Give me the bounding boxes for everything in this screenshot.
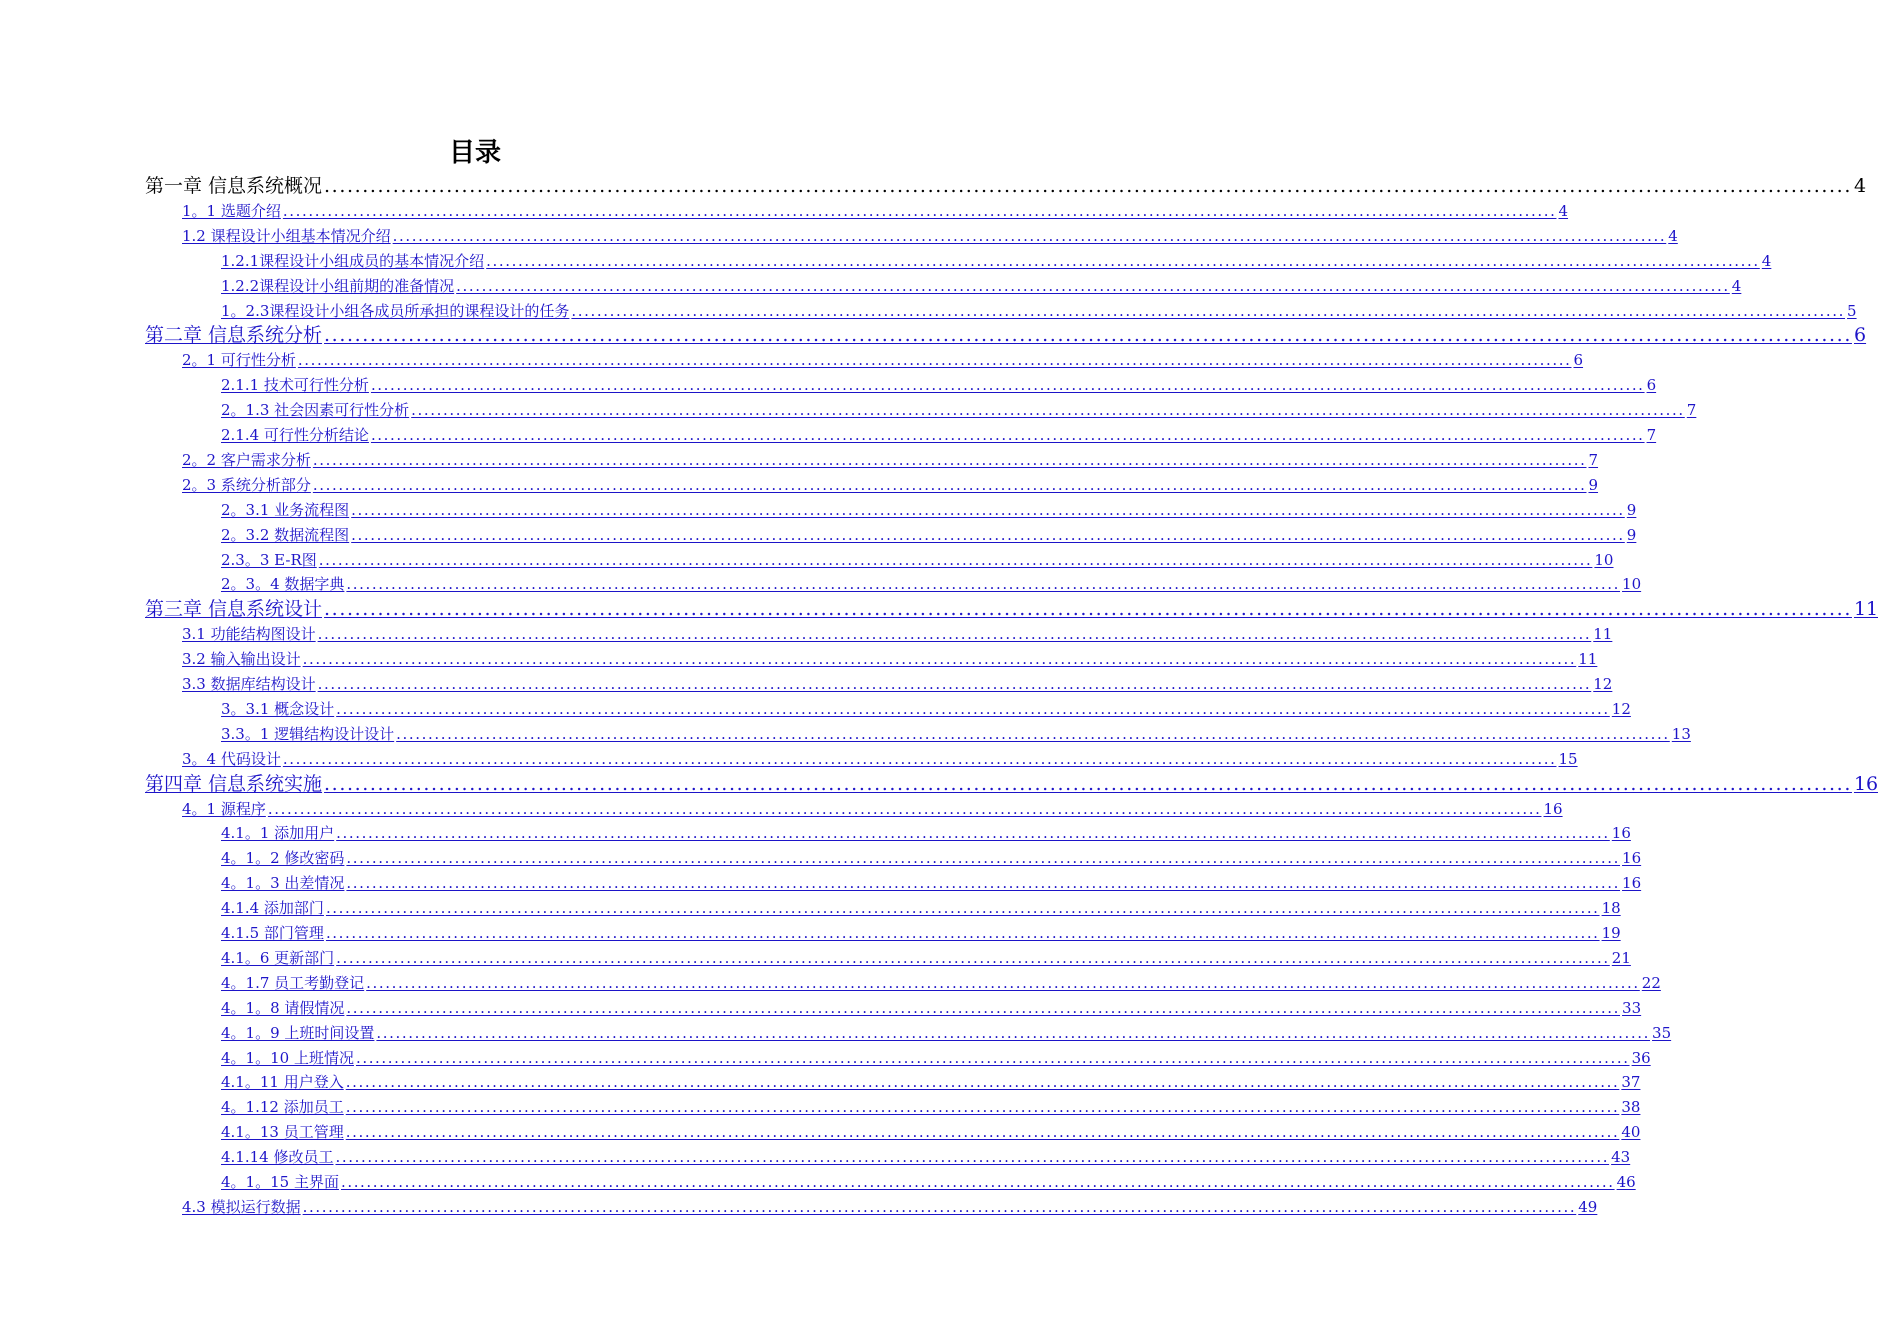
toc-entry[interactable] [182, 647, 1598, 672]
toc-entry-page-number: 38 [1621, 1098, 1641, 1117]
toc-entry-page-number: 46 [1616, 1173, 1636, 1191]
toc-leader-dots: ........................................................................................................................................................................................................ [411, 401, 1685, 420]
toc-leader-dots: ........................................................................................................................................................................................................ [355, 1048, 1630, 1067]
toc-entry[interactable] [221, 896, 1621, 921]
toc-entry[interactable] [221, 1120, 1641, 1145]
toc-entry-page-number: 33 [1622, 998, 1642, 1017]
toc-entry-text: 第四章 信息系统实施 [145, 772, 323, 795]
toc-entry[interactable] [182, 1195, 1598, 1220]
toc-leader-dots: ........................................................................................................................................................................................................ [317, 625, 1592, 644]
toc-entry[interactable] [221, 249, 1772, 274]
toc-entry[interactable] [221, 498, 1637, 523]
toc-entry-page-number: 5 [1847, 301, 1857, 320]
toc-entry-text: 第一章 信息系统概况 [145, 175, 323, 197]
toc-leader-dots: ........................................................................................................................................................................................................ [345, 1073, 1620, 1092]
toc-entry-text: 4.1.4 添加部门 [221, 899, 324, 918]
toc-entry-page-number: 22 [1641, 973, 1661, 992]
toc-entry[interactable] [221, 572, 1642, 597]
toc-entry[interactable] [221, 821, 1631, 846]
toc-leader-dots: ........................................................................................................................................................................................................ [325, 899, 1600, 918]
toc-entry-page-number: 6 [1853, 324, 1867, 347]
toc-entry-page-number: 16 [1611, 824, 1631, 843]
toc-entry-text: 4。1 源程序 [182, 799, 266, 818]
toc-leader-dots: ........................................................................................................................................................................................................ [376, 1023, 1651, 1042]
toc-entry-page-number: 10 [1594, 550, 1614, 569]
toc-leader-dots: ........................................................................................................................................................................................................ [346, 575, 1621, 594]
toc-entry-page-number: 18 [1601, 899, 1621, 918]
toc-entry-page-number: 16 [1622, 874, 1642, 893]
toc-entry-text: 4.1.14 修改员工 [221, 1148, 334, 1167]
toc-leader-dots: ........................................................................................................................................................................................................ [267, 799, 1542, 818]
toc-leader-dots: ........................................................................................................................................................................................................ [324, 772, 1852, 795]
toc-entry-page-number: 15 [1558, 749, 1578, 768]
toc-leader-dots: ........................................................................................................................................................................................................ [282, 201, 1557, 220]
toc-entry-text: 4。1。15 主界面 [221, 1173, 339, 1191]
toc-leader-dots: ........................................................................................................................................................................................................ [302, 650, 1577, 669]
toc-leader-dots: ........................................................................................................................................................................................................ [370, 376, 1645, 395]
toc-entry-page-number: 4 [1558, 201, 1569, 220]
toc-leader-dots: ........................................................................................................................................................................................................ [312, 450, 1587, 469]
toc-entry-page-number: 7 [1686, 401, 1697, 420]
toc-entry-text: 2。3。4 数据字典 [221, 575, 345, 594]
toc-entry-text: 3.2 输入输出设计 [182, 650, 301, 669]
toc-entry[interactable] [221, 1170, 1636, 1195]
toc-entry-text: 4。1。2 修改密码 [221, 849, 345, 868]
toc-entry-page-number: 9 [1626, 525, 1637, 544]
toc-entry-text: 4。1。10 上班情况 [221, 1048, 354, 1067]
toc-leader-dots: ........................................................................................................................................................................................................ [312, 475, 1587, 494]
toc-entry-page-number: 7 [1646, 426, 1657, 444]
toc-entry-text: 4。1。8 请假情况 [221, 998, 345, 1017]
toc-leader-dots: ........................................................................................................................................................................................................ [346, 998, 1621, 1017]
toc-entry-page-number: 4 [1761, 251, 1772, 270]
toc-leader-dots: ........................................................................................................................................................................................................ [317, 675, 1592, 693]
toc-entry-page-number: 12 [1593, 675, 1613, 693]
toc-entry-page-number: 21 [1611, 948, 1631, 967]
toc-entry[interactable] [221, 946, 1631, 971]
toc-entry-text: 3.3。1 逻辑结构设计设计 [221, 724, 395, 743]
toc-entry-text: 4。1。3 出差情况 [221, 874, 345, 893]
toc-entry-page-number: 40 [1621, 1123, 1641, 1142]
toc-entry-page-number: 36 [1631, 1048, 1651, 1067]
toc-entry[interactable] [221, 548, 1614, 573]
toc-leader-dots: ........................................................................................................................................................................................................ [351, 500, 1625, 519]
toc-entry[interactable] [182, 348, 1584, 373]
toc-entry[interactable] [182, 797, 1563, 822]
toc-entry-text: 1.2.2课程设计小组前期的准备情况 [221, 276, 455, 295]
toc-entry[interactable] [221, 996, 1642, 1021]
toc-entry-text: 2。3.1 业务流程图 [221, 500, 350, 519]
toc-leader-dots: ........................................................................................................................................................................................................ [345, 1123, 1620, 1142]
toc-entry-page-number: 35 [1652, 1023, 1672, 1042]
toc-entry-page-number: 4 [1668, 226, 1678, 245]
toc-entry-text: 2.1.1 技术可行性分析 [221, 376, 369, 395]
toc-title: 目录 [448, 138, 501, 168]
toc-entry-text: 4.1。1 添加用户 [221, 824, 335, 843]
toc-leader-dots: ........................................................................................................................................................................................................ [366, 973, 1640, 992]
toc-entry-text: 2。2 客户需求分析 [182, 450, 311, 469]
toc-leader-dots: ........................................................................................................................................................................................................ [297, 351, 1572, 370]
toc-entry-text: 4.1。13 员工管理 [221, 1123, 344, 1142]
toc-entry[interactable] [182, 747, 1578, 772]
toc-leader-dots: ........................................................................................................................................................................................................ [486, 251, 1760, 270]
toc-entry[interactable] [221, 523, 1637, 548]
toc-leader-dots: ........................................................................................................................................................................................................ [325, 924, 1600, 942]
toc-entry[interactable] [221, 299, 1857, 324]
toc-entry-page-number: 11 [1593, 625, 1613, 644]
toc-entry-text: 2。1.3 社会因素可行性分析 [221, 401, 410, 420]
toc-leader-dots: ........................................................................................................................................................................................................ [346, 874, 1621, 893]
toc-entry-page-number: 9 [1588, 475, 1599, 494]
toc-entry[interactable] [221, 1095, 1641, 1120]
toc-entry[interactable] [221, 1070, 1641, 1095]
toc-leader-dots: ........................................................................................................................................................................................................ [336, 699, 1610, 718]
toc-entry-text: 2。3 系统分析部分 [182, 475, 311, 494]
toc-entry-page-number: 7 [1588, 450, 1599, 469]
toc-entry[interactable] [221, 846, 1642, 871]
toc-entry-page-number: 37 [1621, 1073, 1641, 1092]
toc-entry-text: 3。3.1 概念设计 [221, 699, 335, 718]
toc-leader-dots: ........................................................................................................................................................................................................ [345, 1098, 1620, 1117]
toc-leader-dots: ........................................................................................................................................................................................................ [302, 1197, 1577, 1216]
toc-entry-text: 1。2.3课程设计小组各成员所承担的课程设计的任务 [221, 301, 570, 320]
toc-entry[interactable] [182, 224, 1678, 249]
toc-entry-text: 3。4 代码设计 [182, 749, 281, 768]
toc-entry-text: 4.1.5 部门管理 [221, 924, 324, 942]
toc-leader-dots: ........................................................................................................................................................................................................ [346, 849, 1621, 868]
toc-entry-text: 4.1。11 用户登入 [221, 1073, 344, 1092]
toc-entry[interactable] [221, 697, 1631, 722]
toc-entry[interactable] [145, 772, 1878, 797]
toc-entry-text: 2.1.4 可行性分析结论 [221, 426, 369, 444]
toc-entry[interactable] [145, 597, 1878, 622]
toc-leader-dots: ........................................................................................................................................................................................................ [324, 324, 1852, 347]
toc-entry-page-number: 9 [1626, 500, 1637, 519]
toc-entry-page-number: 10 [1622, 575, 1642, 594]
toc-entry[interactable] [221, 1145, 1631, 1170]
toc-entry-text: 2。3.2 数据流程图 [221, 525, 350, 544]
toc-entry[interactable] [182, 672, 1613, 697]
toc-entry[interactable] [182, 199, 1569, 224]
toc-entry-text: 4.3 模拟运行数据 [182, 1197, 301, 1216]
toc-entry-page-number: 6 [1573, 351, 1584, 370]
toc-entry[interactable] [221, 274, 1742, 299]
toc-entry-text: 4。1.12 添加员工 [221, 1098, 344, 1117]
toc-entry-text: 1.2.1课程设计小组成员的基本情况介绍 [221, 251, 485, 270]
toc-entry-text: 4。1。9 上班时间设置 [221, 1023, 375, 1042]
toc-entry[interactable] [221, 722, 1691, 747]
toc-leader-dots: ........................................................................................................................................................................................................ [324, 175, 1852, 197]
toc-entry[interactable] [221, 398, 1697, 423]
toc-entry[interactable] [221, 871, 1642, 896]
toc-leader-dots: ........................................................................................................................................................................................................ [336, 948, 1610, 967]
toc-entry-page-number: 6 [1646, 376, 1657, 395]
toc-leader-dots: ........................................................................................................................................................................................................ [392, 226, 1667, 245]
toc-entry-page-number: 11 [1853, 598, 1878, 621]
toc-leader-dots: ........................................................................................................................................................................................................ [571, 301, 1846, 320]
toc-entry[interactable] [221, 921, 1621, 946]
toc-entry-text: 第三章 信息系统设计 [145, 598, 323, 621]
toc-entry[interactable] [221, 423, 1657, 448]
toc-entry-text: 4。1.7 员工考勤登记 [221, 973, 365, 992]
toc-entry-page-number: 16 [1853, 772, 1878, 795]
toc-leader-dots: ........................................................................................................................................................................................................ [282, 749, 1557, 768]
toc-entry-text: 1.2 课程设计小组基本情况介绍 [182, 226, 391, 245]
toc-entry-page-number: 16 [1622, 849, 1642, 868]
toc-leader-dots: ........................................................................................................................................................................................................ [370, 426, 1645, 444]
toc-entry-page-number: 49 [1578, 1197, 1598, 1216]
toc-entry-text: 3.1 功能结构图设计 [182, 625, 316, 644]
toc-entry-text: 3.3 数据库结构设计 [182, 675, 316, 693]
toc-entry[interactable] [221, 373, 1657, 398]
toc-entry-text: 第二章 信息系统分析 [145, 324, 323, 347]
toc-entry-page-number: 43 [1611, 1148, 1631, 1167]
toc-entry-text: 2.3。3 E-R图 [221, 550, 317, 569]
toc-entry[interactable] [221, 971, 1661, 996]
toc-entry-page-number: 4 [1853, 175, 1867, 197]
toc-entry[interactable] [221, 1021, 1672, 1046]
toc-entry-page-number: 11 [1578, 650, 1598, 669]
toc-entry-page-number: 19 [1601, 924, 1621, 942]
toc-entry-text: 4.1。6 更新部门 [221, 948, 335, 967]
toc-leader-dots: ........................................................................................................................................................................................................ [318, 550, 1593, 569]
toc-entry[interactable] [145, 323, 1867, 348]
toc-leader-dots: ........................................................................................................................................................................................................ [324, 598, 1852, 621]
toc-leader-dots: ........................................................................................................................................................................................................ [336, 824, 1610, 843]
toc-leader-dots: ........................................................................................................................................................................................................ [351, 525, 1625, 544]
toc-entry [145, 174, 1867, 199]
toc-entry-text: 2。1 可行性分析 [182, 351, 296, 370]
toc-entry-page-number: 12 [1611, 699, 1631, 718]
toc-leader-dots: ........................................................................................................................................................................................................ [396, 724, 1670, 743]
toc-leader-dots: ........................................................................................................................................................................................................ [456, 276, 1730, 295]
toc-entry-page-number: 13 [1671, 724, 1691, 743]
toc-entry[interactable] [182, 473, 1599, 498]
toc-leader-dots: ........................................................................................................................................................................................................ [340, 1173, 1615, 1191]
toc-entry-page-number: 4 [1731, 276, 1742, 295]
toc-entry[interactable] [221, 1046, 1651, 1071]
toc-leader-dots: ........................................................................................................................................................................................................ [335, 1148, 1610, 1167]
toc-entry-text: 1。1 选题介绍 [182, 201, 281, 220]
toc-entry[interactable] [182, 448, 1599, 473]
toc-entry-page-number: 16 [1543, 799, 1563, 818]
toc-entry[interactable] [182, 622, 1613, 647]
